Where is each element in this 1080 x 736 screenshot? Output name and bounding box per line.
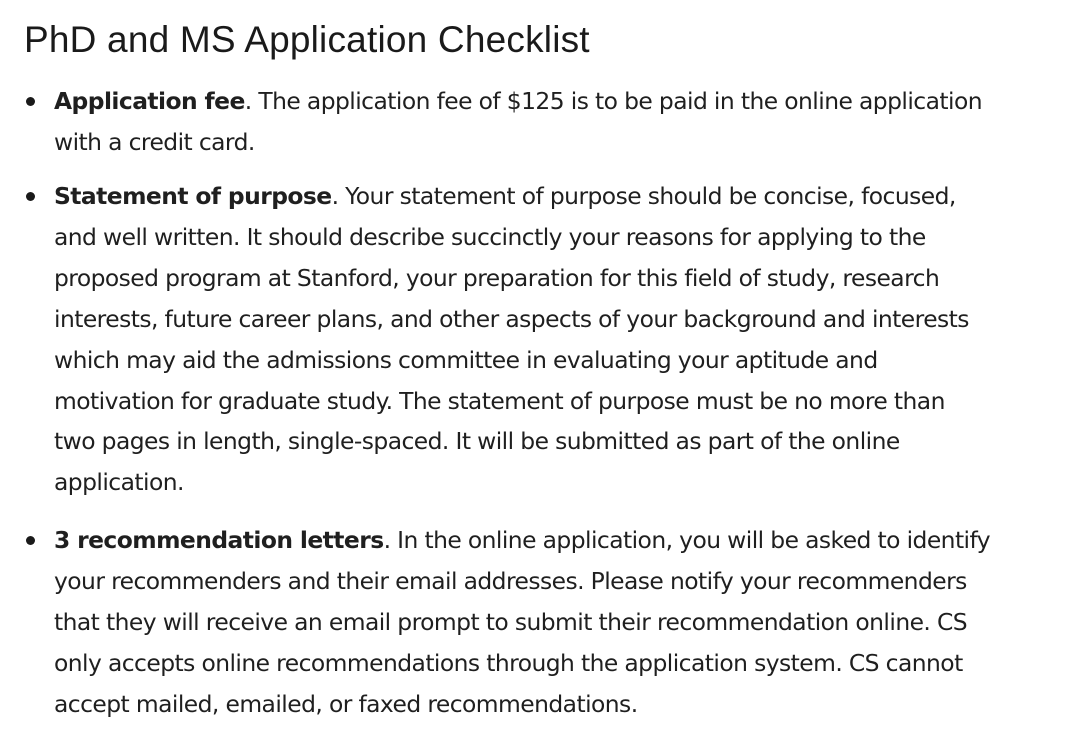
bullet-icon (26, 536, 35, 545)
checklist-item-application-fee (54, 81, 1064, 163)
item-line (54, 81, 1064, 122)
page-title: PhD and MS Application Checklist (24, 19, 590, 60)
bullet-icon (26, 192, 35, 201)
item-line: only accepts online recommendations through the application system. CS cannot (54, 648, 963, 677)
item-text: . In the online application, you will be asked to identify (383, 526, 991, 554)
item-line: motivation for graduate study. The statement of purpose must be no more than (54, 386, 945, 415)
checklist-item-statement-of-purpose (54, 176, 1064, 503)
item-line: application. (54, 468, 184, 497)
item-text: . The application fee of $125 is to be paid in the online application (244, 87, 982, 115)
item-line: two pages in length, single-spaced. It will be submitted as part of the online (54, 427, 900, 456)
item-heading: Application fee (54, 87, 245, 115)
item-line: that they will receive an email prompt to submit their recommendation online. CS (54, 607, 968, 636)
item-line: which may aid the admissions committee in evaluating your aptitude and (54, 345, 878, 374)
item-line: your recommenders and their email addresses. Please notify your recommenders (54, 566, 967, 595)
item-line: with a credit card. (54, 127, 255, 156)
item-line (54, 176, 1064, 217)
item-line: interests, future career plans, and other aspects of your background and interests (54, 304, 969, 333)
checklist-item-recommendation-letters (54, 520, 1064, 725)
item-heading: 3 recommendation letters (54, 526, 384, 554)
bullet-icon (26, 97, 35, 106)
item-heading: Statement of purpose (54, 182, 332, 210)
item-text: . Your statement of purpose should be concise, focused, (331, 182, 956, 210)
item-line: and well written. It should describe succinctly your reasons for applying to the (54, 222, 926, 251)
item-line: proposed program at Stanford, your preparation for this field of study, research (54, 263, 940, 292)
item-line (54, 520, 1064, 561)
item-line: accept mailed, emailed, or faxed recommendations. (54, 689, 638, 718)
